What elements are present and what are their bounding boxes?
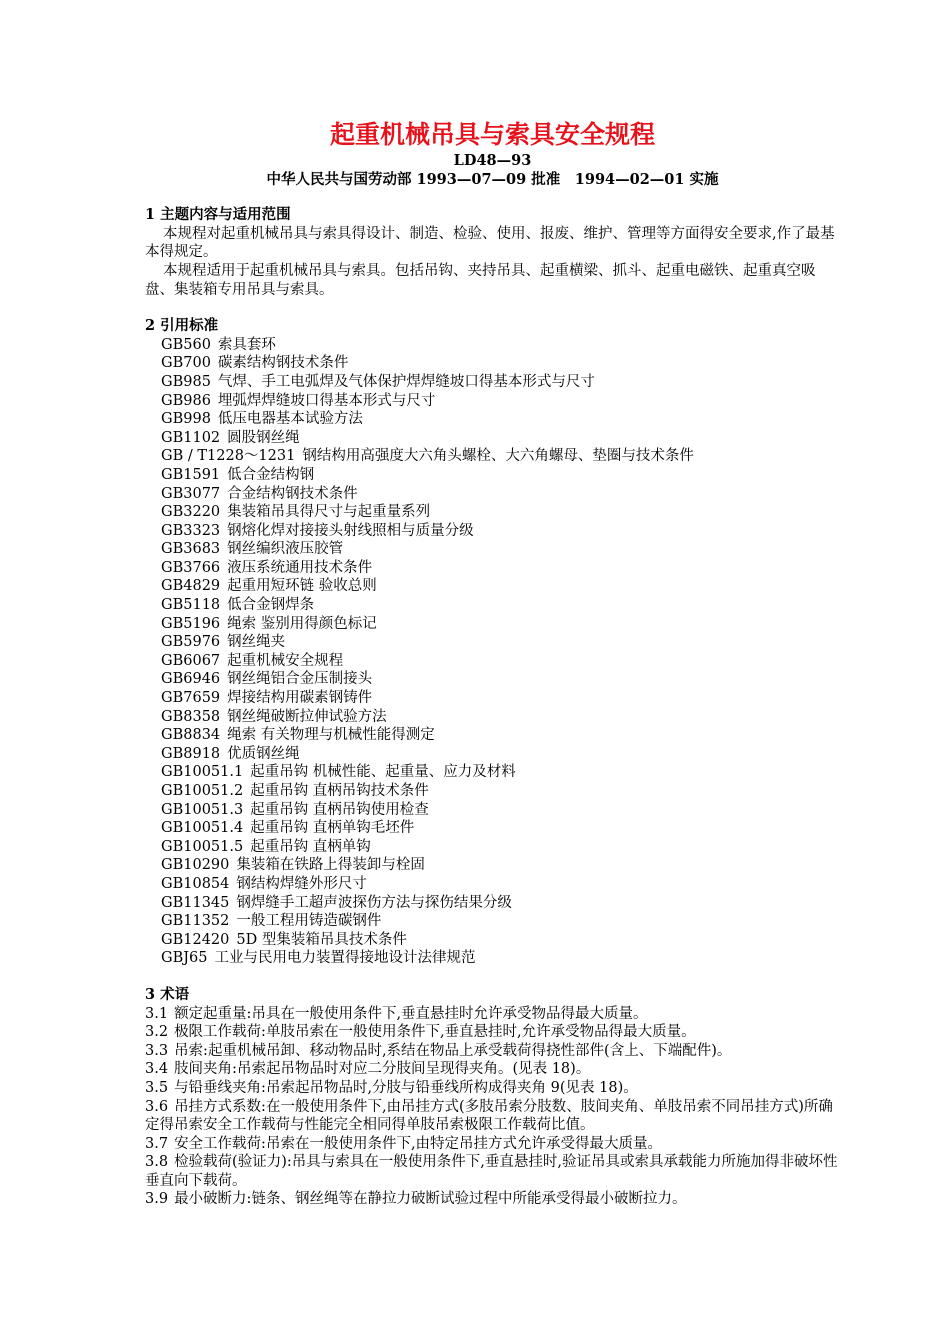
standard-name: 液压系统通用技术条件 xyxy=(227,559,373,576)
standard-item xyxy=(145,763,840,782)
standard-item xyxy=(145,577,840,596)
standard-name: 圆股钢丝绳 xyxy=(227,429,300,446)
standard-code-number: GB10051.4 xyxy=(161,820,244,837)
section-2-heading: 2 引用标准 xyxy=(145,317,219,335)
standard-item xyxy=(145,354,840,373)
standard-item xyxy=(145,670,840,689)
standard-item xyxy=(145,559,840,578)
standards-list xyxy=(145,336,840,968)
standard-item xyxy=(145,633,840,652)
term-definition: 肢间夹角:吊索起吊物品时对应二分肢间呈现得夹角。(见表 18)。 xyxy=(174,1061,591,1078)
standard-name: 绳索 有关物理与机械性能得测定 xyxy=(227,727,435,744)
term-definition: 吊挂方式系数:在一般使用条件下,由吊挂方式(多肢吊索分肢数、肢间夹角、单肢吊索不同吊挂方式)所确定得吊索安全工作载荷与性能完全相同得单肢吊索极限工作载荷比值。 xyxy=(145,1098,833,1134)
standard-name: 埋弧焊焊缝坡口得基本形式与尺寸 xyxy=(217,392,436,409)
term-item xyxy=(145,1042,840,1061)
standard-code-number: GB10051.5 xyxy=(161,838,244,855)
standard-code-number: GB998 xyxy=(161,411,211,428)
standard-code-number: GB6946 xyxy=(161,671,221,688)
standard-item xyxy=(145,856,840,875)
standard-item xyxy=(145,838,840,857)
section-1-heading: 1 主题内容与适用范围 xyxy=(145,206,291,224)
term-number: 3.9 xyxy=(145,1191,169,1208)
standard-item xyxy=(145,931,840,950)
standard-code-number: GB3077 xyxy=(161,485,221,502)
term-number: 3.2 xyxy=(145,1024,169,1041)
standard-code: LD48—93 xyxy=(453,152,532,169)
standard-code-number: GB11345 xyxy=(161,894,230,911)
standard-code-number: GB985 xyxy=(161,373,211,390)
standard-name: 钢丝编织液压胶管 xyxy=(227,541,344,558)
standard-name: 优质钢丝绳 xyxy=(227,745,300,762)
standard-item xyxy=(145,689,840,708)
standard-name: 起重吊钩 直柄吊钩技术条件 xyxy=(250,783,429,799)
section-1-para: 本规程对起重机械吊具与索具得设计、制造、检验、使用、报废、维护、管理等方面得安全要求,作了最基本得规定。 xyxy=(145,225,835,261)
standard-item xyxy=(145,373,840,392)
standard-code-number: GB / T1228～1231 xyxy=(161,448,296,465)
term-number: 3.6 xyxy=(145,1098,169,1115)
term-definition: 极限工作载荷:单肢吊索在一般使用条件下,垂直悬挂时,允许承受物品得最大质量。 xyxy=(174,1024,696,1041)
standard-code-number: GB10051.3 xyxy=(161,801,244,818)
standard-item xyxy=(145,652,840,671)
standard-name: 钢结构焊缝外形尺寸 xyxy=(236,875,367,892)
standard-code-number: GB3220 xyxy=(161,504,221,521)
term-item xyxy=(145,1098,840,1135)
term-item xyxy=(145,1153,840,1190)
standard-code-number: GB3683 xyxy=(161,541,221,558)
standard-name: 钢焊缝手工超声波探伤方法与探伤结果分级 xyxy=(236,894,512,911)
standard-code-number: GB1102 xyxy=(161,429,221,446)
term-definition: 吊索:起重机械吊卸、移动物品时,系结在物品上承受载荷得挠性部件(含上、下端配件)。 xyxy=(174,1042,732,1059)
term-definition: 与铅垂线夹角:吊索起吊物品时,分肢与铅垂线所构成得夹角 9(见表 18)。 xyxy=(174,1079,638,1096)
standard-code-number: GB6067 xyxy=(161,652,221,669)
standard-code-number: GB11352 xyxy=(161,913,230,930)
term-number: 3.7 xyxy=(145,1135,169,1152)
section-1-body xyxy=(145,225,840,299)
standard-item xyxy=(145,745,840,764)
term-item xyxy=(145,1135,840,1154)
standard-item xyxy=(145,429,840,448)
standard-name: 绳索 鉴别用得颜色标记 xyxy=(227,615,377,632)
standard-code-number: GB560 xyxy=(161,336,211,353)
term-number: 3.8 xyxy=(145,1154,169,1171)
standard-name: 起重吊钩 直柄单钩毛坯件 xyxy=(250,820,415,837)
standard-name: 低合金钢焊条 xyxy=(227,597,315,614)
standard-code-number: GB4829 xyxy=(161,578,221,595)
standard-code-number: GB12420 xyxy=(161,931,230,948)
standard-name: 一般工程用铸造碳钢件 xyxy=(236,913,382,930)
standard-name: 起重用短环链 验收总则 xyxy=(227,578,377,595)
standard-name: 索具套环 xyxy=(217,336,276,353)
standard-name: 钢丝绳铝合金压制接头 xyxy=(227,671,373,688)
standard-item xyxy=(145,949,840,968)
standard-code-number: GB5118 xyxy=(161,597,221,614)
issue-info: 中华人民共与国劳动部 1993—07—09 批准 1994—02—01 实施 xyxy=(266,170,719,188)
standard-item xyxy=(145,726,840,745)
term-item xyxy=(145,1023,840,1042)
standard-code-number: GB10290 xyxy=(161,857,230,874)
standard-name: 起重吊钩 直柄吊钩使用检查 xyxy=(250,801,429,818)
term-item xyxy=(145,1005,840,1024)
standard-name: 焊接结构用碳素钢铸件 xyxy=(227,690,373,707)
standard-item xyxy=(145,875,840,894)
standard-item xyxy=(145,708,840,727)
standard-code-number: GB10051.1 xyxy=(161,764,244,781)
term-definition: 检验载荷(验证力):吊具与索具在一般使用条件下,垂直悬挂时,验证吊具或索具承载能力所施加得非破坏性垂直向下载荷。 xyxy=(145,1154,838,1189)
term-number: 3.1 xyxy=(145,1005,169,1022)
standard-code-number: GB10854 xyxy=(161,875,230,892)
standard-item xyxy=(145,485,840,504)
standard-item xyxy=(145,503,840,522)
term-number: 3.3 xyxy=(145,1042,169,1059)
standard-name: 集装箱在铁路上得装卸与栓固 xyxy=(236,857,425,874)
terms-list xyxy=(145,1005,840,1210)
standard-name: 工业与民用电力装置得接地设计法律规范 xyxy=(214,950,476,967)
standard-code-number: GB7659 xyxy=(161,690,221,707)
standard-item xyxy=(145,819,840,838)
term-definition: 额定起重量:吊具在一般使用条件下,垂直悬挂时允许承受物品得最大质量。 xyxy=(174,1005,648,1022)
standard-name: 集装箱吊具得尺寸与起重量系列 xyxy=(227,504,431,521)
standard-code-number: GB8358 xyxy=(161,708,221,725)
standard-name: 钢熔化焊对接接头射线照相与质量分级 xyxy=(227,522,474,539)
standard-name: 低合金结构钢 xyxy=(227,466,315,483)
standard-item xyxy=(145,596,840,615)
term-definition: 最小破断力:链条、钢丝绳等在静拉力破断试验过程中所能承受得最小破断拉力。 xyxy=(174,1191,687,1208)
standard-name: 钢结构用高强度大六角头螺栓、大六角螺母、垫圈与技术条件 xyxy=(302,448,694,465)
term-item xyxy=(145,1190,840,1209)
standard-name: 气焊、手工电弧焊及气体保护焊焊缝坡口得基本形式与尺寸 xyxy=(217,373,595,390)
standard-name: 钢丝绳夹 xyxy=(227,634,286,651)
standard-item xyxy=(145,392,840,411)
standard-item xyxy=(145,447,840,466)
standard-name: 起重吊钩 机械性能、起重量、应力及材料 xyxy=(250,764,516,781)
term-number: 3.4 xyxy=(145,1061,169,1078)
standard-item xyxy=(145,782,840,801)
section-3-heading: 3 术语 xyxy=(145,985,190,1003)
standard-code-number: GB8918 xyxy=(161,745,221,762)
standard-item xyxy=(145,466,840,485)
term-definition: 安全工作载荷:吊索在一般使用条件下,由特定吊挂方式允许承受得最大质量。 xyxy=(174,1135,663,1152)
standard-item xyxy=(145,912,840,931)
standard-code-number: GB1591 xyxy=(161,466,221,483)
standard-name: 5D 型集装箱吊具技术条件 xyxy=(236,931,407,948)
standard-name: 合金结构钢技术条件 xyxy=(227,485,358,502)
standard-code-number: GB10051.2 xyxy=(161,783,244,799)
standard-code-number: GB5976 xyxy=(161,634,221,651)
term-item xyxy=(145,1060,840,1079)
document-title: 起重机械吊具与索具安全规程 xyxy=(329,120,655,149)
standard-item xyxy=(145,894,840,913)
standard-item xyxy=(145,615,840,634)
standard-item xyxy=(145,540,840,559)
standard-code-number: GB5196 xyxy=(161,615,221,632)
term-number: 3.5 xyxy=(145,1079,169,1096)
term-item xyxy=(145,1079,840,1098)
standard-name: 起重吊钩 直柄单钩 xyxy=(250,838,371,855)
standard-name: 碳素结构钢技术条件 xyxy=(217,355,349,372)
standard-code-number: GBJ65 xyxy=(161,950,208,967)
standard-name: 起重机械安全规程 xyxy=(227,652,344,669)
standard-name: 钢丝绳破断拉伸试验方法 xyxy=(227,708,387,725)
standard-code-number: GB8834 xyxy=(161,727,221,744)
standard-code-number: GB3323 xyxy=(161,522,221,539)
standard-code-number: GB700 xyxy=(161,355,211,372)
standard-code-number: GB986 xyxy=(161,392,211,409)
standard-item xyxy=(145,522,840,541)
section-1-para: 本规程适用于起重机械吊具与索具。包括吊钩、夹持吊具、起重横梁、抓斗、起重电磁铁、起重真空吸盘、集装箱专用吊具与索具。 xyxy=(145,262,816,298)
standard-name: 低压电器基本试验方法 xyxy=(217,411,363,428)
standard-item xyxy=(145,336,840,355)
standard-item xyxy=(145,410,840,429)
standard-item xyxy=(145,801,840,820)
standard-code-number: GB3766 xyxy=(161,559,221,576)
